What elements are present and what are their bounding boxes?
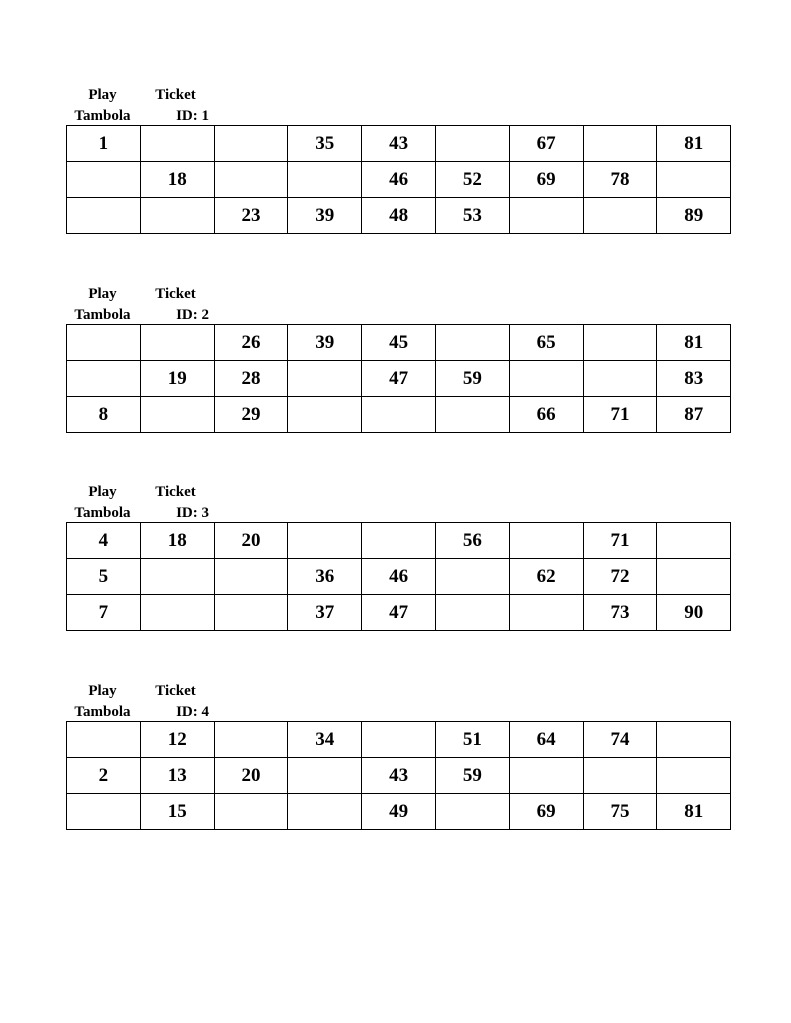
- ticket-cell: 46: [362, 559, 436, 595]
- ticket-cell: [435, 126, 509, 162]
- ticket-cell: 47: [362, 595, 436, 631]
- ticket-cell: [509, 523, 583, 559]
- ticket-cell: 62: [509, 559, 583, 595]
- ticket-cell: 74: [583, 722, 657, 758]
- ticket-cell: [67, 162, 141, 198]
- ticket-cell: 12: [140, 722, 214, 758]
- ticket-header: [66, 681, 721, 721]
- tambola-label: Tambola: [74, 704, 131, 720]
- ticket-label: Ticket: [155, 683, 196, 699]
- ticket-cell: 39: [288, 325, 362, 361]
- ticket-cell: [583, 325, 657, 361]
- tambola-label: Tambola: [74, 505, 131, 521]
- ticket-id: ID: 3: [176, 505, 209, 521]
- ticket-cell: 53: [435, 198, 509, 234]
- ticket-cell: 5: [67, 559, 141, 595]
- ticket-cell: 69: [509, 794, 583, 830]
- tambola-label: Tambola: [74, 108, 131, 124]
- ticket-cell: 2: [67, 758, 141, 794]
- ticket-cell: [288, 361, 362, 397]
- ticket-cell: [435, 794, 509, 830]
- ticket-id-label: [139, 284, 212, 326]
- ticket-cell: [435, 325, 509, 361]
- ticket-cell: [362, 397, 436, 433]
- ticket-4: [66, 681, 721, 830]
- ticket-row: [67, 559, 731, 595]
- play-tambola-label: [66, 482, 139, 524]
- ticket-id: ID: 2: [176, 307, 209, 323]
- play-label: Play: [88, 87, 117, 103]
- play-tambola-label: [66, 681, 139, 723]
- ticket-cell: [214, 559, 288, 595]
- ticket-cell: [214, 126, 288, 162]
- ticket-label: Ticket: [155, 286, 196, 302]
- ticket-cell: 39: [288, 198, 362, 234]
- ticket-cell: [583, 126, 657, 162]
- ticket-cell: [140, 595, 214, 631]
- ticket-cell: 26: [214, 325, 288, 361]
- ticket-cell: 56: [435, 523, 509, 559]
- play-tambola-label: [66, 85, 139, 127]
- ticket-2: [66, 284, 721, 433]
- ticket-cell: 81: [657, 325, 731, 361]
- play-label: Play: [88, 484, 117, 500]
- ticket-cell: 75: [583, 794, 657, 830]
- ticket-cell: 71: [583, 523, 657, 559]
- play-label: Play: [88, 286, 117, 302]
- ticket-row: [67, 325, 731, 361]
- ticket-cell: [435, 397, 509, 433]
- ticket-id-label: [139, 482, 212, 524]
- ticket-cell: 34: [288, 722, 362, 758]
- ticket-cell: 71: [583, 397, 657, 433]
- ticket-cell: [509, 361, 583, 397]
- ticket-cell: 4: [67, 523, 141, 559]
- ticket-cell: 51: [435, 722, 509, 758]
- ticket-label: Ticket: [155, 484, 196, 500]
- ticket-cell: 20: [214, 758, 288, 794]
- ticket-cell: [140, 559, 214, 595]
- ticket-row: [67, 523, 731, 559]
- ticket-cell: 87: [657, 397, 731, 433]
- ticket-cell: [583, 361, 657, 397]
- ticket-cell: [288, 794, 362, 830]
- ticket-row: [67, 595, 731, 631]
- ticket-cell: 29: [214, 397, 288, 433]
- ticket-cell: 37: [288, 595, 362, 631]
- ticket-cell: 64: [509, 722, 583, 758]
- ticket-cell: [583, 758, 657, 794]
- ticket-cell: 23: [214, 198, 288, 234]
- ticket-cell: 18: [140, 523, 214, 559]
- ticket-cell: [288, 758, 362, 794]
- ticket-cell: 81: [657, 126, 731, 162]
- ticket-cell: [583, 198, 657, 234]
- ticket-cell: 18: [140, 162, 214, 198]
- ticket-cell: 65: [509, 325, 583, 361]
- ticket-cell: [362, 523, 436, 559]
- ticket-1: [66, 85, 721, 234]
- ticket-cell: [288, 523, 362, 559]
- ticket-row: [67, 794, 731, 830]
- ticket-header: [66, 284, 721, 324]
- ticket-cell: 36: [288, 559, 362, 595]
- ticket-cell: 81: [657, 794, 731, 830]
- ticket-cell: 49: [362, 794, 436, 830]
- ticket-cell: 45: [362, 325, 436, 361]
- ticket-cell: [657, 162, 731, 198]
- tambola-label: Tambola: [74, 307, 131, 323]
- ticket-cell: [509, 198, 583, 234]
- ticket-cell: 73: [583, 595, 657, 631]
- ticket-cell: [657, 722, 731, 758]
- ticket-cell: 66: [509, 397, 583, 433]
- ticket-cell: [214, 722, 288, 758]
- ticket-grid: [66, 522, 731, 631]
- ticket-cell: 72: [583, 559, 657, 595]
- ticket-cell: [657, 559, 731, 595]
- ticket-cell: [657, 523, 731, 559]
- ticket-cell: [509, 595, 583, 631]
- ticket-cell: [509, 758, 583, 794]
- ticket-cell: [362, 722, 436, 758]
- ticket-cell: [140, 325, 214, 361]
- ticket-cell: 8: [67, 397, 141, 433]
- ticket-cell: [214, 162, 288, 198]
- ticket-header: [66, 482, 721, 522]
- play-tambola-label: [66, 284, 139, 326]
- ticket-cell: 28: [214, 361, 288, 397]
- ticket-cell: [67, 198, 141, 234]
- ticket-cell: [288, 397, 362, 433]
- ticket-cell: 1: [67, 126, 141, 162]
- ticket-cell: 7: [67, 595, 141, 631]
- ticket-id: ID: 4: [176, 704, 209, 720]
- ticket-row: [67, 198, 731, 234]
- ticket-row: [67, 397, 731, 433]
- ticket-cell: [67, 325, 141, 361]
- ticket-row: [67, 722, 731, 758]
- ticket-cell: 67: [509, 126, 583, 162]
- ticket-id-label: [139, 681, 212, 723]
- ticket-cell: 47: [362, 361, 436, 397]
- ticket-id-label: [139, 85, 212, 127]
- ticket-cell: 13: [140, 758, 214, 794]
- ticket-cell: 59: [435, 361, 509, 397]
- ticket-cell: [435, 595, 509, 631]
- ticket-cell: 48: [362, 198, 436, 234]
- ticket-cell: [435, 559, 509, 595]
- ticket-cell: [214, 595, 288, 631]
- ticket-cell: [140, 126, 214, 162]
- ticket-cell: [214, 794, 288, 830]
- ticket-cell: 69: [509, 162, 583, 198]
- ticket-cell: 52: [435, 162, 509, 198]
- ticket-cell: [140, 397, 214, 433]
- ticket-cell: 20: [214, 523, 288, 559]
- ticket-cell: 90: [657, 595, 731, 631]
- play-label: Play: [88, 683, 117, 699]
- ticket-cell: [288, 162, 362, 198]
- ticket-cell: 19: [140, 361, 214, 397]
- ticket-cell: [140, 198, 214, 234]
- ticket-cell: 59: [435, 758, 509, 794]
- ticket-cell: [657, 758, 731, 794]
- ticket-cell: 35: [288, 126, 362, 162]
- ticket-cell: 83: [657, 361, 731, 397]
- ticket-header: [66, 85, 721, 125]
- ticket-row: [67, 361, 731, 397]
- ticket-3: [66, 482, 721, 631]
- ticket-row: [67, 162, 731, 198]
- ticket-cell: 43: [362, 126, 436, 162]
- ticket-row: [67, 126, 731, 162]
- ticket-cell: [67, 361, 141, 397]
- ticket-cell: 89: [657, 198, 731, 234]
- ticket-cell: 46: [362, 162, 436, 198]
- ticket-cell: 43: [362, 758, 436, 794]
- ticket-cell: 15: [140, 794, 214, 830]
- ticket-grid: [66, 125, 731, 234]
- ticket-row: [67, 758, 731, 794]
- ticket-grid: [66, 721, 731, 830]
- ticket-grid: [66, 324, 731, 433]
- ticket-cell: [67, 722, 141, 758]
- ticket-id: ID: 1: [176, 108, 209, 124]
- ticket-label: Ticket: [155, 87, 196, 103]
- ticket-cell: 78: [583, 162, 657, 198]
- ticket-cell: [67, 794, 141, 830]
